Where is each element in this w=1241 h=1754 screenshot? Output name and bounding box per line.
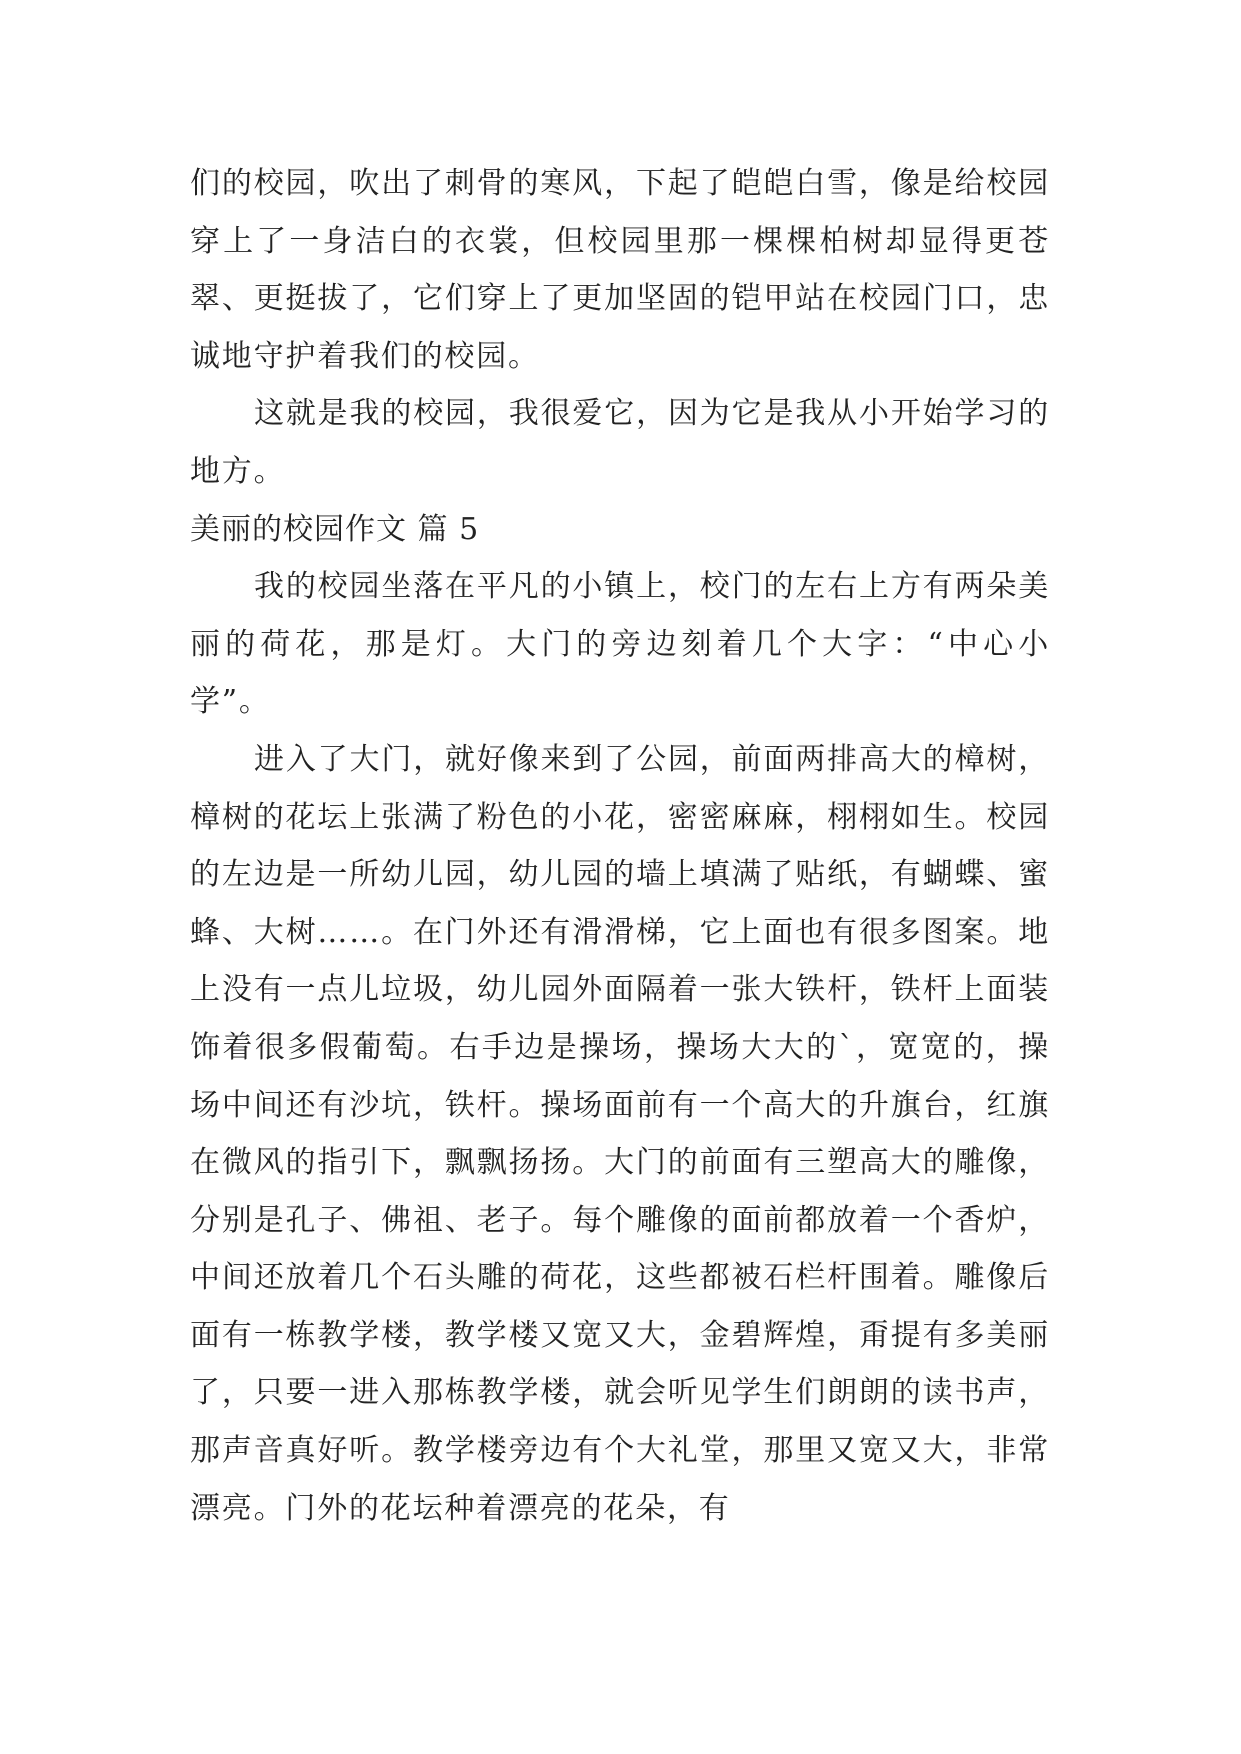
paragraph-description: 进入了大门，就好像来到了公园，前面两排高大的樟树，樟树的花坛上张满了粉色的小花，密密麻麻，栩栩如生。校园的左边是一所幼儿园，幼儿园的墙上填满了贴纸，有蝴蝶、蜜蜂、大树……。在门外还有滑滑梯，它上面也有很多图案。地上没有一点儿垃圾，幼儿园外面隔着一张大铁杆，铁杆上面装饰着很多假葡萄。右手边是操场，操场大大的`，宽宽的，操场中间还有沙坑，铁杆。操场面前有一个高大的升旗台，红旗在微风的指引下，飘飘扬扬。大门的前面有三塑高大的雕像，分别是孔子、佛祖、老子。每个雕像的面前都放着一个香炉，中间还放着几个石头雕的荷花，这些都被石栏杆围着。雕像后面有一栋教学楼，教学楼又宽又大，金碧辉煌，甭提有多美丽了，只要一进入那栋教学楼，就会听见学生们朗朗的读书声，那声音真好听。教学楼旁边有个大礼堂，那里又宽又大，非常漂亮。门外的花坛种着漂亮的花朵，有 bbox=[190, 741, 1050, 1526]
paragraph-continuation: 们的校园，吹出了刺骨的寒风，下起了皑皑白雪，像是给校园穿上了一身洁白的衣裳，但校园里那一棵棵柏树却显得更苍翠、更挺拔了，它们穿上了更加坚固的铠甲站在校园门口，忠诚地守护着我们的校园。 bbox=[190, 166, 1050, 374]
section-heading: 美丽的校园作文 篇 5 bbox=[190, 511, 480, 547]
document-body bbox=[190, 155, 1050, 1537]
paragraph-conclusion: 这就是我的校园，我很爱它，因为它是我从小开始学习的地方。 bbox=[190, 396, 1050, 489]
paragraph-intro: 我的校园坐落在平凡的小镇上，校门的左右上方有两朵美丽的荷花，那是灯。大门的旁边刻着几个大字：“中心小学”。 bbox=[190, 569, 1050, 720]
